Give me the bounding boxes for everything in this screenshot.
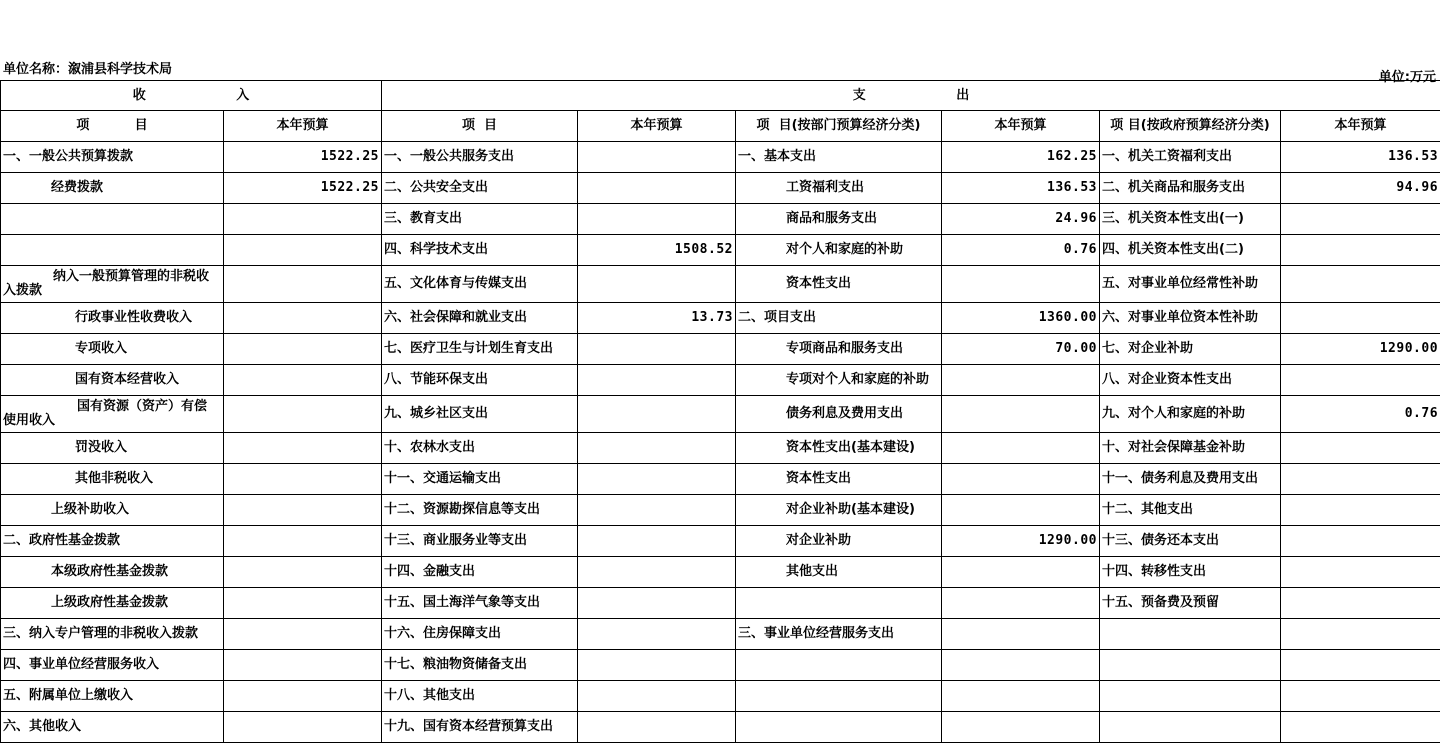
income-item-cell: 一、一般公共预算拨款	[1, 142, 224, 173]
table-row	[1, 396, 1440, 433]
gov-item-cell: 十三、债务还本支出	[1100, 526, 1281, 557]
table-row	[1, 173, 1440, 204]
income-budget-cell	[224, 235, 382, 266]
dept-item-cell: 商品和服务支出	[736, 204, 942, 235]
func-budget-cell	[578, 334, 736, 365]
func-budget-cell	[578, 396, 736, 433]
func-item-cell: 十一、交通运输支出	[382, 464, 578, 495]
table-row	[1, 334, 1440, 365]
dept-item-cell: 对企业补助	[736, 526, 942, 557]
table-row	[1, 712, 1440, 743]
func-item-cell: 三、教育支出	[382, 204, 578, 235]
table-row	[1, 204, 1440, 235]
unit-label: 单位:万元	[1378, 70, 1436, 85]
dept-budget-cell	[942, 396, 1100, 433]
dept-item-cell: 资本性支出	[736, 464, 942, 495]
table-row	[1, 495, 1440, 526]
gov-budget-cell	[1281, 266, 1440, 303]
table-row	[1, 235, 1440, 266]
func-budget-cell	[578, 619, 736, 650]
gov-budget-cell	[1281, 235, 1440, 266]
income-item-cell: 罚没收入	[1, 433, 224, 464]
income-budget-cell	[224, 433, 382, 464]
gov-item-cell: 十、对社会保障基金补助	[1100, 433, 1281, 464]
income-item-cell: 经费拨款	[1, 173, 224, 204]
income-budget-cell	[224, 266, 382, 303]
income-item-cell	[1, 396, 224, 433]
income-budget-cell	[224, 495, 382, 526]
func-item-cell: 九、城乡社区支出	[382, 396, 578, 433]
dept-item-cell: 对企业补助(基本建设)	[736, 495, 942, 526]
income-budget-cell: 1522.25	[224, 142, 382, 173]
dept-item-cell: 资本性支出	[736, 266, 942, 303]
income-budget-cell	[224, 526, 382, 557]
dept-budget-cell	[942, 619, 1100, 650]
gov-item-cell	[1100, 681, 1281, 712]
dept-budget-cell: 1290.00	[942, 526, 1100, 557]
func-budget-cell	[578, 681, 736, 712]
func-item-cell: 四、科学技术支出	[382, 235, 578, 266]
func-budget-cell	[578, 365, 736, 396]
gov-item-cell: 十二、其他支出	[1100, 495, 1281, 526]
table-row	[1, 557, 1440, 588]
dept-item-cell: 资本性支出(基本建设)	[736, 433, 942, 464]
income-budget-cell	[224, 303, 382, 334]
expense-section-header: 支 出	[382, 81, 1440, 111]
income-item-line-2: 使用收入	[3, 413, 56, 428]
dept-budget-cell	[942, 266, 1100, 303]
gov-budget-cell	[1281, 619, 1440, 650]
dept-budget-cell: 0.76	[942, 235, 1100, 266]
gov-item-cell	[1100, 619, 1281, 650]
dept-item-cell	[736, 588, 942, 619]
income-item-line-2: 入拨款	[3, 283, 43, 298]
income-budget-cell	[224, 588, 382, 619]
income-item-cell	[1, 235, 224, 266]
gov-item-cell	[1100, 712, 1281, 743]
dept-budget-cell	[942, 650, 1100, 681]
dept-item-cell: 二、项目支出	[736, 303, 942, 334]
gov-budget-cell: 94.96	[1281, 173, 1440, 204]
table-row	[1, 433, 1440, 464]
dept-budget-cell: 1360.00	[942, 303, 1100, 334]
income-item-cell: 行政事业性收费收入	[1, 303, 224, 334]
income-item-cell	[1, 204, 224, 235]
func-budget-cell	[578, 557, 736, 588]
func-budget-cell	[578, 142, 736, 173]
income-section-header: 收 入	[1, 81, 382, 111]
income-budget-cell	[224, 365, 382, 396]
income-item-cell: 三、纳入专户管理的非税收入拨款	[1, 619, 224, 650]
dept-item-header: 项 目(按部门预算经济分类)	[736, 111, 942, 142]
func-item-cell: 六、社会保障和就业支出	[382, 303, 578, 334]
dept-budget-cell	[942, 681, 1100, 712]
budget-table	[0, 80, 1440, 743]
gov-item-cell: 九、对个人和家庭的补助	[1100, 396, 1281, 433]
gov-budget-cell: 136.53	[1281, 142, 1440, 173]
gov-item-cell: 八、对企业资本性支出	[1100, 365, 1281, 396]
func-budget-cell	[578, 650, 736, 681]
table-row	[1, 303, 1440, 334]
income-item-cell: 上级政府性基金拨款	[1, 588, 224, 619]
income-item-cell	[1, 266, 224, 303]
gov-budget-cell	[1281, 495, 1440, 526]
gov-item-cell: 四、机关资本性支出(二)	[1100, 235, 1281, 266]
gov-budget-cell	[1281, 650, 1440, 681]
gov-budget-cell: 1290.00	[1281, 334, 1440, 365]
dept-item-cell: 对个人和家庭的补助	[736, 235, 942, 266]
dept-item-cell	[736, 712, 942, 743]
gov-item-cell	[1100, 650, 1281, 681]
table-row	[1, 526, 1440, 557]
func-item-cell: 十、农林水支出	[382, 433, 578, 464]
func-item-cell: 一、一般公共服务支出	[382, 142, 578, 173]
income-item-cell: 其他非税收入	[1, 464, 224, 495]
func-budget-cell: 13.73	[578, 303, 736, 334]
dept-item-cell	[736, 650, 942, 681]
func-item-cell: 七、医疗卫生与计划生育支出	[382, 334, 578, 365]
table-row	[1, 142, 1440, 173]
income-budget-cell: 1522.25	[224, 173, 382, 204]
income-item-cell: 六、其他收入	[1, 712, 224, 743]
func-item-cell: 十九、国有资本经营预算支出	[382, 712, 578, 743]
gov-budget-cell	[1281, 588, 1440, 619]
func-budget-cell	[578, 712, 736, 743]
table-row	[1, 266, 1440, 303]
func-item-cell: 十四、金融支出	[382, 557, 578, 588]
gov-item-cell: 六、对事业单位资本性补助	[1100, 303, 1281, 334]
income-item-header: 项 目	[1, 111, 224, 142]
func-budget-cell	[578, 588, 736, 619]
dept-budget-cell	[942, 433, 1100, 464]
func-budget-cell	[578, 266, 736, 303]
income-item-line-1: 纳入一般预算管理的非税收	[53, 269, 210, 284]
unit-name: 单位名称：溆浦县科学技术局	[3, 62, 173, 77]
income-budget-cell	[224, 557, 382, 588]
gov-budget-header: 本年预算	[1281, 111, 1440, 142]
func-item-cell: 八、节能环保支出	[382, 365, 578, 396]
func-item-cell: 十七、粮油物资储备支出	[382, 650, 578, 681]
gov-item-cell: 二、机关商品和服务支出	[1100, 173, 1281, 204]
func-budget-cell	[578, 433, 736, 464]
income-item-cell: 专项收入	[1, 334, 224, 365]
income-budget-cell	[224, 204, 382, 235]
func-item-cell: 十五、国土海洋气象等支出	[382, 588, 578, 619]
gov-budget-cell	[1281, 464, 1440, 495]
gov-budget-cell: 0.76	[1281, 396, 1440, 433]
section-header-row	[1, 81, 1440, 111]
income-item-cell: 本级政府性基金拨款	[1, 557, 224, 588]
income-item-cell: 四、事业单位经营服务收入	[1, 650, 224, 681]
income-budget-cell	[224, 464, 382, 495]
func-budget-cell	[578, 204, 736, 235]
func-item-cell: 十六、住房保障支出	[382, 619, 578, 650]
gov-budget-cell	[1281, 681, 1440, 712]
gov-budget-cell	[1281, 365, 1440, 396]
gov-item-cell: 十五、预备费及预留	[1100, 588, 1281, 619]
dept-budget-cell: 24.96	[942, 204, 1100, 235]
dept-budget-cell: 136.53	[942, 173, 1100, 204]
dept-item-cell: 三、事业单位经营服务支出	[736, 619, 942, 650]
func-item-header: 项 目	[382, 111, 578, 142]
income-item-line-1: 国有资源（资产）有偿	[77, 399, 208, 414]
gov-budget-cell	[1281, 712, 1440, 743]
gov-item-cell: 七、对企业补助	[1100, 334, 1281, 365]
dept-budget-cell	[942, 365, 1100, 396]
table-row	[1, 588, 1440, 619]
dept-item-cell: 专项商品和服务支出	[736, 334, 942, 365]
dept-item-cell: 一、基本支出	[736, 142, 942, 173]
income-budget-cell	[224, 712, 382, 743]
dept-item-cell	[736, 681, 942, 712]
gov-item-cell: 三、机关资本性支出(一)	[1100, 204, 1281, 235]
gov-budget-cell	[1281, 557, 1440, 588]
table-row	[1, 650, 1440, 681]
dept-budget-cell	[942, 495, 1100, 526]
income-budget-cell	[224, 619, 382, 650]
gov-budget-cell	[1281, 303, 1440, 334]
dept-item-cell: 工资福利支出	[736, 173, 942, 204]
column-header-row	[1, 111, 1440, 142]
func-budget-cell	[578, 173, 736, 204]
gov-budget-cell	[1281, 204, 1440, 235]
func-item-cell: 十二、资源勘探信息等支出	[382, 495, 578, 526]
dept-budget-header: 本年预算	[942, 111, 1100, 142]
table-row	[1, 681, 1440, 712]
func-item-cell: 十八、其他支出	[382, 681, 578, 712]
table-row	[1, 365, 1440, 396]
income-item-cell: 五、附属单位上缴收入	[1, 681, 224, 712]
dept-budget-cell	[942, 588, 1100, 619]
func-item-cell: 二、公共安全支出	[382, 173, 578, 204]
income-budget-cell	[224, 681, 382, 712]
income-budget-header: 本年预算	[224, 111, 382, 142]
gov-item-cell: 十一、债务利息及费用支出	[1100, 464, 1281, 495]
func-budget-cell	[578, 464, 736, 495]
gov-item-cell: 五、对事业单位经常性补助	[1100, 266, 1281, 303]
table-row	[1, 619, 1440, 650]
dept-item-cell: 债务利息及费用支出	[736, 396, 942, 433]
gov-item-header: 项 目(按政府预算经济分类)	[1100, 111, 1281, 142]
dept-item-cell: 专项对个人和家庭的补助	[736, 365, 942, 396]
gov-budget-cell	[1281, 526, 1440, 557]
income-budget-cell	[224, 396, 382, 433]
func-budget-cell	[578, 526, 736, 557]
income-budget-cell	[224, 334, 382, 365]
func-budget-cell: 1508.52	[578, 235, 736, 266]
income-item-cell: 上级补助收入	[1, 495, 224, 526]
income-item-cell: 二、政府性基金拨款	[1, 526, 224, 557]
dept-budget-cell	[942, 712, 1100, 743]
dept-item-cell: 其他支出	[736, 557, 942, 588]
dept-budget-cell: 70.00	[942, 334, 1100, 365]
dept-budget-cell	[942, 557, 1100, 588]
income-item-cell: 国有资本经营收入	[1, 365, 224, 396]
gov-item-cell: 十四、转移性支出	[1100, 557, 1281, 588]
gov-item-cell: 一、机关工资福利支出	[1100, 142, 1281, 173]
func-item-cell: 五、文化体育与传媒支出	[382, 266, 578, 303]
table-row	[1, 464, 1440, 495]
gov-budget-cell	[1281, 433, 1440, 464]
func-item-cell: 十三、商业服务业等支出	[382, 526, 578, 557]
dept-budget-cell	[942, 464, 1100, 495]
income-budget-cell	[224, 650, 382, 681]
dept-budget-cell: 162.25	[942, 142, 1100, 173]
func-budget-header: 本年预算	[578, 111, 736, 142]
func-budget-cell	[578, 495, 736, 526]
